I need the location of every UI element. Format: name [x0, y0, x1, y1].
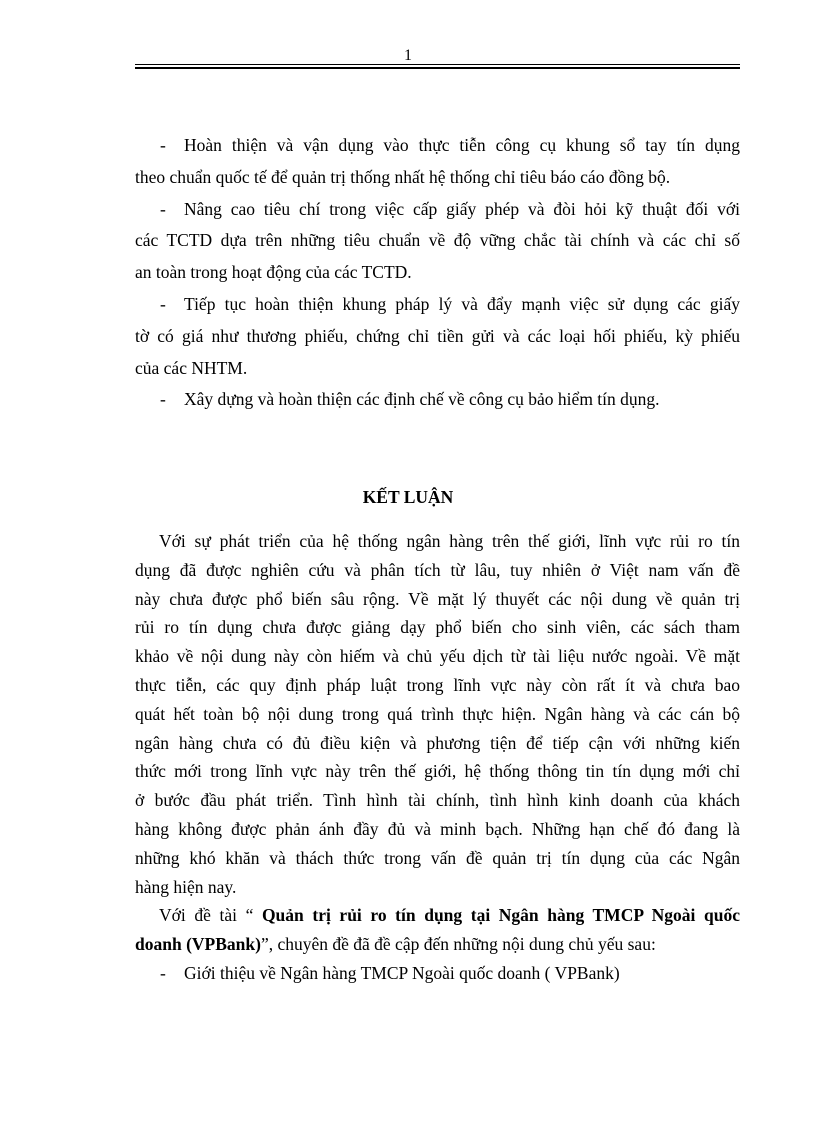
paragraph-line — [135, 527, 740, 556]
list-dash: - — [160, 198, 166, 219]
list-item-text: Giới thiệu về Ngân hàng TMCP Ngoài quốc doanh ( VPBank) — [184, 962, 620, 983]
topic-title-part-1: Quản trị rủi ro tín dụng tại Ngân hàng TMCP Ngoài quốc — [261, 905, 740, 926]
list-dash: - — [160, 135, 166, 155]
list-item — [135, 959, 740, 988]
paragraph-line-text: ngân hàng chưa có đủ điều kiện và phương tiện để tiếp cận với những kiến — [135, 732, 740, 753]
list-item-continuation — [135, 257, 740, 289]
list-dash: - — [160, 293, 166, 314]
paragraph-line — [135, 873, 740, 902]
paragraph-line — [135, 613, 740, 642]
paragraph-line-text: thức mới trong lĩnh vực này trên thế giới, hệ thống thông tin tín dụng mới chỉ — [135, 761, 740, 782]
paragraph-line — [135, 642, 740, 671]
list-item — [135, 289, 740, 321]
paragraph-line — [135, 757, 740, 786]
paragraph-line-text: khảo về nội dung này còn hiếm và chủ yếu dịch từ tài liệu nước ngoài. Về mặt — [135, 646, 740, 667]
topic-rest: ”, chuyên đề đã đề cập đến những nội dung chủ yếu sau: — [260, 934, 656, 955]
list-item-text: Tiếp tục hoàn thiện khung pháp lý và đẩy mạnh việc sử dụng các giấy — [184, 293, 740, 314]
topic-title-part-2: doanh (VPBank) — [135, 934, 261, 955]
page-number: 1 — [404, 47, 412, 64]
paragraph-line-text: những khó khăn và thách thức trong vấn đề quản trị tín dụng của các Ngân — [135, 847, 740, 868]
paragraph-line — [135, 844, 740, 873]
topic-line — [135, 930, 740, 959]
paragraph-line-text: hàng không được phản ánh đầy đủ và minh bạch. Những hạn chế đó đang là — [135, 818, 740, 839]
list-item-continuation — [135, 321, 740, 353]
list-item-text: Xây dựng và hoàn thiện các định chế về công cụ bảo hiểm tín dụng. — [184, 389, 660, 410]
list-item-text: của các NHTM. — [135, 357, 248, 378]
paragraph-line-text: này chưa được phổ biến sâu rộng. Về mặt lý thuyết các nội dung về quản trị — [135, 588, 740, 609]
topic-intro: Với đề tài “ — [159, 905, 262, 926]
paragraph-line — [135, 700, 740, 729]
topic-line — [135, 901, 740, 930]
header-rule — [135, 64, 740, 69]
paragraph-line-text: quát hết toàn bộ nội dung trong quá trình thực hiện. Ngân hàng và các cán bộ — [135, 703, 740, 724]
conclusion-paragraph — [135, 527, 740, 988]
list-item-text: các TCTD dựa trên những tiêu chuẩn về độ vững chắc tài chính và các chỉ số — [135, 230, 740, 251]
list-item — [135, 194, 740, 226]
paragraph-line — [135, 556, 740, 585]
paragraph-line — [135, 729, 740, 758]
paragraph-line-text: ở bước đầu phát triển. Tình hình tài chính, tình hình kinh doanh của khách — [135, 790, 740, 811]
paragraph-line-text: Với sự phát triển của hệ thống ngân hàng trên thế giới, lĩnh vực rủi ro tín — [159, 531, 740, 551]
paragraph-line-text: thực tiễn, các quy định pháp luật trong lĩnh vực này còn rất ít và chưa bao — [135, 674, 740, 695]
list-item-text: theo chuẩn quốc tế để quản trị thống nhất hệ thống chỉ tiêu báo cáo đồng bộ. — [135, 166, 671, 187]
list-item-text: Nâng cao tiêu chí trong việc cấp giấy phép và đòi hỏi kỹ thuật đối với — [184, 198, 740, 219]
paragraph-line — [135, 671, 740, 700]
paragraph-line-text: dụng đã được nghiên cứu và phân tích từ lâu, tuy nhiên ở Việt nam vấn đề — [135, 559, 740, 580]
list-item-text: tờ có giá như thương phiếu, chứng chỉ tiền gửi và các loại hối phiếu, kỳ phiếu — [135, 325, 740, 346]
conclusion-heading: KẾT LUẬN — [362, 487, 454, 507]
paragraph-line-text: hàng hiện nay. — [135, 876, 237, 897]
list-dash: - — [160, 389, 166, 410]
list-item — [135, 384, 740, 416]
paragraph-line — [135, 585, 740, 614]
paragraph-line — [135, 786, 740, 815]
list-dash: - — [160, 962, 166, 983]
paragraph-line — [135, 815, 740, 844]
list-item-continuation — [135, 162, 740, 194]
list-item-text: Hoàn thiện và vận dụng vào thực tiễn công cụ khung sổ tay tín dụng — [184, 135, 740, 155]
list-item-continuation — [135, 353, 740, 385]
list-item-text: an toàn trong hoạt động của các TCTD. — [135, 262, 412, 283]
paragraph-line-text: rủi ro tín dụng chưa được giảng dạy phổ biến cho sinh viên, các sách tham — [135, 617, 740, 638]
recommendations-list — [135, 130, 740, 416]
list-item — [135, 130, 740, 162]
list-item-continuation — [135, 225, 740, 257]
